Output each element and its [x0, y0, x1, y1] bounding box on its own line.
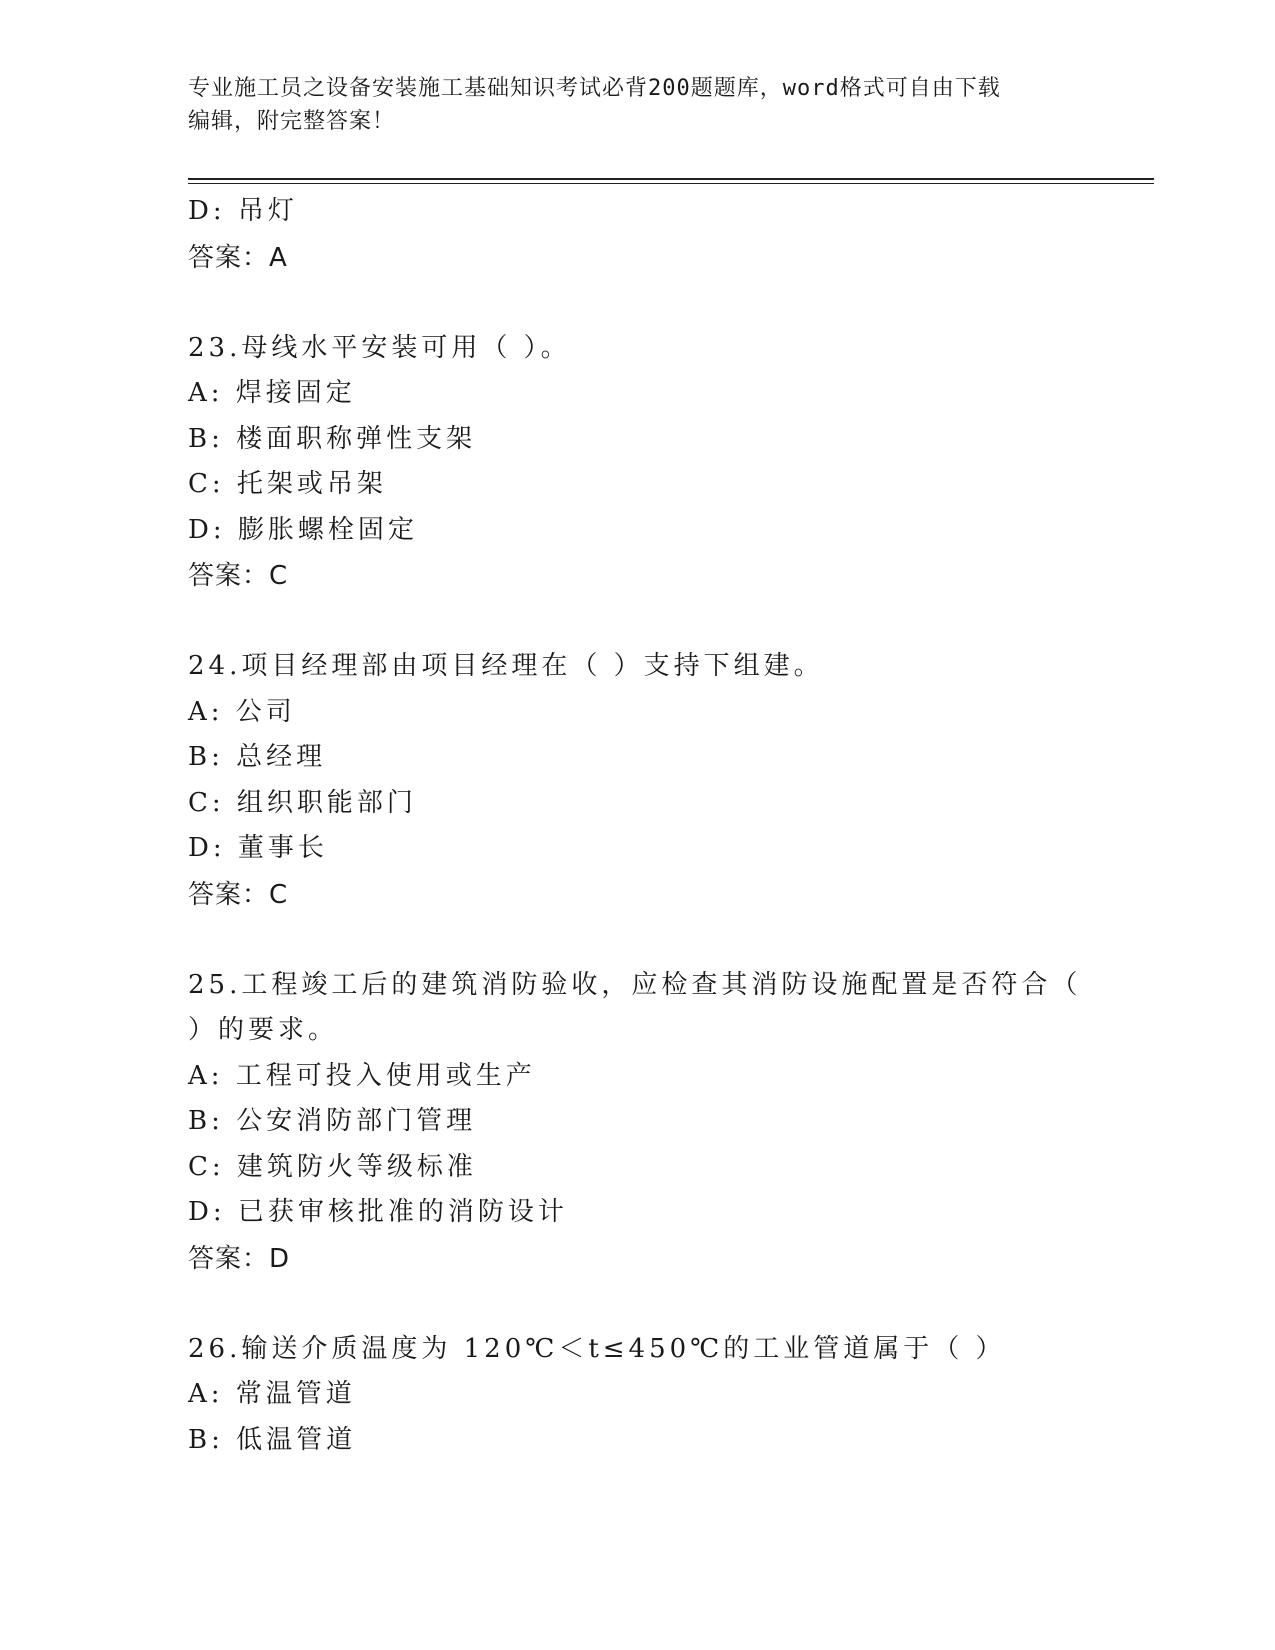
question-block-26 — [188, 1327, 1148, 1464]
option-d: D: 膨胀螺栓固定 — [188, 514, 418, 545]
option-b: B: 楼面职称弹性支架 — [188, 423, 477, 454]
option-c: C: 托架或吊架 — [188, 469, 387, 499]
answer-line: 答案：C — [188, 561, 289, 591]
option-b: B: 低温管道 — [188, 1424, 357, 1455]
option-d: D: 吊灯 — [188, 196, 298, 226]
option-a: A: 公司 — [188, 696, 296, 727]
question-list — [188, 189, 1148, 1463]
option-b: B: 公安消防部门管理 — [188, 1106, 477, 1136]
option-a: A: 焊接固定 — [188, 378, 356, 408]
question-block-23 — [188, 326, 1148, 600]
question-text-line2: ）的要求。 — [188, 1015, 339, 1045]
question-text: 26.输送介质温度为 120℃＜t≤450℃的工业管道属于（ ） — [188, 1333, 1006, 1364]
header-divider-thick — [188, 178, 1154, 180]
question-text: 23.母线水平安装可用（ ）。 — [188, 332, 571, 363]
question-text: 24.项目经理部由项目经理在（ ）支持下组建。 — [188, 651, 824, 681]
answer-line: 答案：C — [188, 879, 289, 910]
option-c: C: 建筑防火等级标准 — [188, 1151, 477, 1182]
question-block-prev — [188, 189, 1148, 281]
option-c: C: 组织职能部门 — [188, 787, 417, 818]
option-d: D: 董事长 — [188, 833, 328, 863]
option-a: A: 常温管道 — [188, 1379, 356, 1409]
header-divider-thin — [188, 183, 1154, 184]
answer-line: 答案：A — [188, 242, 288, 273]
option-b: B: 总经理 — [188, 742, 327, 772]
question-block-25 — [188, 963, 1148, 1282]
question-text-line1: 25.工程竣工后的建筑消防验收，应检查其消防设施配置是否符合（ — [188, 969, 1082, 1000]
question-block-24 — [188, 644, 1148, 918]
option-a: A: 工程可投入使用或生产 — [188, 1060, 536, 1091]
answer-line: 答案：D — [188, 1243, 291, 1274]
header-title-line1: 专业施工员之设备安装施工基础知识考试必背200题题库，word格式可自由下载 — [188, 76, 1001, 101]
option-d: D: 已获审核批准的消防设计 — [188, 1197, 568, 1227]
document-header — [188, 72, 1088, 138]
header-title-line2: 编辑，附完整答案！ — [188, 109, 396, 134]
